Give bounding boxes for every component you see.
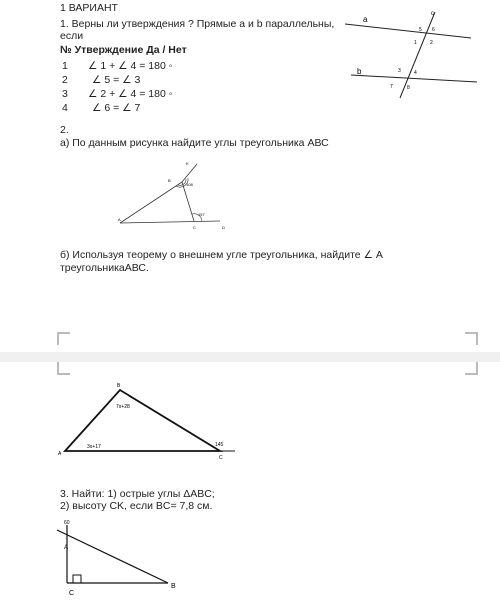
label-c4: C <box>69 590 75 597</box>
line-b <box>351 75 477 82</box>
label-a3: A <box>58 451 62 457</box>
label-b: b <box>357 67 362 76</box>
task2b-text-line2: треугольникаАВС. <box>60 262 149 274</box>
right-triangle-figure <box>55 515 195 601</box>
label-c3: C <box>219 455 223 461</box>
statement-4-number: 4 <box>62 102 68 114</box>
label-1: 1 <box>414 40 417 46</box>
triangle-abc-exterior-figure <box>110 158 230 233</box>
task2-number: 2. <box>60 124 69 136</box>
label-a2: A <box>118 217 121 222</box>
label-k: K <box>186 161 189 166</box>
transversal-c <box>400 12 435 98</box>
page-separator <box>0 352 500 362</box>
statement-1-number: 1 <box>62 60 68 72</box>
task1-text-line2: если <box>60 30 84 42</box>
angle-60: 60 <box>64 520 70 526</box>
label-a: a <box>363 15 368 24</box>
angle-108: 108 <box>186 182 193 187</box>
label-7: 7 <box>390 84 393 90</box>
label-b3: B <box>117 383 121 389</box>
triangle-abc-figure <box>55 378 245 463</box>
label-8: 8 <box>407 85 410 91</box>
label-4: 4 <box>414 70 417 76</box>
angle-145: 145 <box>215 442 224 448</box>
statement-2-number: 2 <box>62 74 68 86</box>
label-b4: B <box>171 583 176 590</box>
angle-3x17: 3x+17 <box>87 444 101 450</box>
variant-title: 1 ВАРИАНТ <box>60 2 118 14</box>
task2b-text-line1: б) Используя теорему о внешнем угле треугольника, найдите ∠ А <box>60 249 383 261</box>
statement-3-number: 3 <box>62 88 68 100</box>
label-5: 5 <box>419 27 422 33</box>
label-a4: A <box>64 545 69 551</box>
line-a <box>345 24 471 38</box>
statement-3-text: ∠ 2 + ∠ 4 = 180 ◦ <box>88 88 173 100</box>
label-b2: B <box>168 178 171 183</box>
angle-157: 157 <box>198 212 205 217</box>
label-c2: C <box>193 225 196 230</box>
statement-2-text: ∠ 5 = ∠ 3 <box>92 74 141 86</box>
label-3: 3 <box>398 68 401 74</box>
task2a-text: а) По данным рисунка найдите углы треугольника АВС <box>60 137 329 149</box>
label-2: 2 <box>430 40 433 46</box>
label-6: 6 <box>432 27 435 33</box>
angle-7x28: 7x+28 <box>116 404 130 410</box>
statement-1-text: ∠ 1 + ∠ 4 = 180 ◦ <box>88 60 173 72</box>
parallel-lines-figure <box>345 8 480 100</box>
label-d2: D <box>222 225 225 230</box>
statement-4-text: ∠ 6 = ∠ 7 <box>92 102 141 114</box>
label-c: c <box>431 11 434 17</box>
task3-text-line2: 2) высоту CK, если BC= 7,8 см. <box>60 500 213 512</box>
task1-text-line1: 1. Верны ли утверждения ? Прямые a и b параллельны, <box>60 18 335 30</box>
table-header: № Утверждение Да / Нет <box>60 44 187 56</box>
task3-text-line1: 3. Найти: 1) острые углы ΔABC; <box>60 488 215 500</box>
